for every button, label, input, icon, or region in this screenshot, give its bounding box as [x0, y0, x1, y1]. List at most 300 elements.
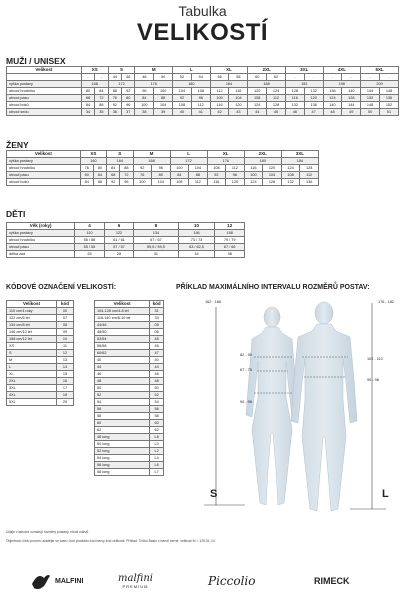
value-cell: 96	[191, 95, 210, 102]
value-cell: 200	[361, 81, 399, 88]
value-cell: 38	[135, 109, 154, 116]
table-row	[7, 88, 399, 95]
code-row	[95, 406, 164, 413]
value-cell: 108	[207, 165, 226, 172]
value-cell: 104	[173, 88, 192, 95]
value-cell: 158	[215, 230, 245, 237]
value-cell: 100	[210, 95, 229, 102]
value-cell: 68	[81, 95, 94, 102]
code-row	[7, 308, 74, 315]
value-cell: 50	[361, 109, 380, 116]
size-header: 2XL	[248, 67, 286, 74]
value-cell: 116	[207, 179, 226, 186]
value-cell: 68	[107, 172, 120, 179]
table-row	[7, 165, 319, 172]
male-figure	[291, 302, 357, 511]
code-size: 44/46	[95, 322, 150, 329]
value-cell: 104	[263, 172, 282, 179]
body-figures-illustration	[200, 297, 398, 519]
value-cell: 100	[135, 102, 154, 109]
code-value: 60	[150, 420, 164, 427]
value-cell: 76	[108, 95, 121, 102]
header-size: Velikost	[95, 301, 150, 308]
value-cell: 180	[173, 81, 211, 88]
row-label: obvod pasu	[7, 95, 82, 102]
note-2: Objednací číslo prosím uvádějte ve tvaru: kód produktu-kód barvy-kód velikosti. Příklad: Tričko Basic v barvě černé, velikost M = 129-01-14	[6, 539, 215, 543]
code-row	[7, 385, 74, 392]
code-row	[95, 385, 164, 392]
code-value: 12	[57, 350, 74, 357]
size-header: S	[108, 67, 135, 74]
code-row	[95, 343, 164, 350]
sub-size-cell: -	[304, 74, 323, 81]
code-row	[95, 378, 164, 385]
row-label: délka zad	[7, 251, 75, 258]
size-header: 4XL	[323, 67, 361, 74]
value-cell: 80	[93, 165, 106, 172]
value-cell: 136	[304, 102, 323, 109]
value-cell: 116	[229, 88, 248, 95]
header-row	[7, 67, 399, 74]
header-label: Věk (roky)	[7, 223, 75, 230]
code-value: L0	[150, 441, 164, 448]
value-cell: 136	[323, 88, 342, 95]
empty-cell	[7, 74, 82, 81]
header-code: kód	[150, 301, 164, 308]
code-row	[7, 343, 74, 350]
code-value: 40	[150, 357, 164, 364]
value-cell: 39	[154, 109, 173, 116]
value-cell: 84	[107, 165, 120, 172]
row-label: obvod hrudníku	[7, 165, 81, 172]
value-cell: 168	[133, 158, 170, 165]
value-cell: 120	[263, 165, 282, 172]
code-size: 52	[95, 392, 150, 399]
value-cell: 124	[281, 165, 300, 172]
size-header: S	[107, 151, 133, 158]
value-cell: 104	[154, 102, 173, 109]
value-cell: 84	[81, 102, 94, 109]
value-cell: 112	[210, 88, 229, 95]
code-value: 52	[150, 392, 164, 399]
value-cell: 80	[152, 172, 171, 179]
code-value: 08	[57, 322, 74, 329]
example-chest: 82 - 90	[240, 353, 252, 357]
value-cell: 49	[342, 109, 361, 116]
value-cell: 88	[120, 165, 133, 172]
example-male-chest: 102 - 110	[367, 357, 383, 361]
size-header: M	[135, 67, 173, 74]
header-row	[95, 301, 164, 308]
value-cell: 42	[210, 109, 229, 116]
value-cell: 128	[285, 88, 304, 95]
value-cell: 43	[229, 109, 248, 116]
bird-logo-icon	[30, 570, 52, 592]
kids-heading: DĚTI	[6, 209, 26, 219]
size-header: 8	[134, 223, 178, 230]
code-row	[95, 357, 164, 364]
sub-size-cell: 56	[210, 74, 229, 81]
value-cell: 28	[104, 251, 134, 258]
value-cell: 92	[173, 95, 192, 102]
value-cell: 148	[379, 88, 398, 95]
value-cell: 100	[244, 172, 263, 179]
value-cell: 38	[215, 251, 245, 258]
value-cell: 47	[304, 109, 323, 116]
women-size-table	[6, 150, 319, 186]
sub-size-cell: -	[361, 74, 380, 81]
code-row	[95, 448, 164, 455]
value-cell: 124	[267, 88, 286, 95]
code-value: 07	[57, 315, 74, 322]
value-cell: 34	[178, 251, 215, 258]
value-cell: 67 / 67	[134, 237, 178, 244]
size-header: 4	[75, 223, 105, 230]
value-cell: 84	[80, 179, 93, 186]
codes-left-table	[6, 300, 74, 406]
code-size: XL	[7, 371, 57, 378]
code-row	[95, 434, 164, 441]
value-cell: 67 / 66	[215, 244, 245, 251]
code-row	[95, 427, 164, 434]
value-cell: 172	[108, 81, 135, 88]
table-row	[7, 81, 399, 88]
row-label: obvod hrudníku	[7, 237, 75, 244]
value-cell: 136	[300, 179, 319, 186]
code-value: 58	[150, 413, 164, 420]
value-cell: 168	[81, 81, 108, 88]
value-cell: 120	[229, 102, 248, 109]
header-row	[7, 151, 319, 158]
value-cell: 92	[107, 179, 120, 186]
header-code: kód	[57, 301, 74, 308]
code-value: 17	[57, 385, 74, 392]
code-size: 54	[95, 399, 150, 406]
value-cell: 35	[95, 109, 108, 116]
value-cell: 144	[342, 102, 361, 109]
sub-size-cell: -	[285, 74, 304, 81]
value-cell: 88	[154, 95, 173, 102]
sub-size-row	[7, 74, 399, 81]
value-cell: 92	[108, 102, 121, 109]
code-size: 48 long	[95, 434, 150, 441]
kids-size-table	[6, 222, 245, 258]
value-cell: 132	[285, 102, 304, 109]
code-size: 5XL	[7, 399, 57, 406]
code-value: 09	[57, 329, 74, 336]
men-heading: MUŽI / UNISEX	[6, 56, 66, 66]
value-cell: 88	[189, 172, 208, 179]
size-header: XS	[81, 67, 108, 74]
value-cell: 63 / 62,5	[178, 244, 215, 251]
code-size: L	[7, 364, 57, 371]
size-header: 3XL	[285, 67, 323, 74]
code-size: 56 long	[95, 462, 150, 469]
value-cell: 152	[379, 102, 398, 109]
value-cell: 36	[108, 109, 121, 116]
value-cell: 128	[342, 95, 361, 102]
table-row	[7, 172, 319, 179]
size-header: 10	[178, 223, 215, 230]
value-cell: 108	[281, 172, 300, 179]
code-row	[95, 399, 164, 406]
value-cell: 56 / 58	[75, 237, 105, 244]
men-size-table	[6, 66, 399, 116]
value-cell: 112	[191, 102, 210, 109]
value-cell: 140	[323, 102, 342, 109]
note-1: Údaje v tabulce označují rozměry postavy, nikoli oděvů.	[6, 530, 90, 534]
value-cell: 72	[120, 172, 133, 179]
row-label: obvod bokŭ	[7, 102, 82, 109]
value-cell: 144	[361, 88, 380, 95]
value-cell: 92	[133, 165, 152, 172]
code-size: S	[7, 350, 57, 357]
value-cell: 96	[135, 88, 154, 95]
value-cell: 112	[189, 179, 208, 186]
value-cell: 88	[93, 179, 106, 186]
code-value: 33	[150, 315, 164, 322]
code-size: 48	[95, 378, 150, 385]
value-cell: 112	[226, 165, 245, 172]
code-value: 47	[150, 350, 164, 357]
value-cell: 116	[244, 165, 263, 172]
code-row	[7, 378, 74, 385]
value-cell: 110	[75, 230, 105, 237]
value-cell: 80	[122, 95, 135, 102]
sub-size-cell: -	[95, 74, 108, 81]
row-label: obvod sedu	[7, 109, 82, 116]
code-row	[7, 329, 74, 336]
value-cell: 104	[229, 95, 248, 102]
code-row	[7, 399, 74, 406]
value-cell: 136	[379, 95, 398, 102]
code-size: 116-140 cm/6-10 let	[95, 315, 150, 322]
code-row	[7, 322, 74, 329]
size-header: 2XL	[244, 151, 281, 158]
code-row	[7, 371, 74, 378]
code-row	[95, 441, 164, 448]
code-row	[7, 315, 74, 322]
code-size: 46	[95, 371, 150, 378]
value-cell: 184	[210, 81, 248, 88]
code-value: 10	[57, 336, 74, 343]
code-row	[95, 462, 164, 469]
example-right-height: 176 - 182	[378, 300, 395, 304]
value-cell: 116	[285, 95, 304, 102]
code-value: 31	[150, 308, 164, 315]
table-row	[7, 179, 319, 186]
value-cell: 104	[152, 179, 171, 186]
value-cell: 184	[281, 158, 318, 165]
value-cell: 108	[170, 179, 189, 186]
page-title: VELIKOSTÍ	[136, 19, 269, 46]
value-cell: 96	[226, 172, 245, 179]
table-row	[7, 109, 399, 116]
value-cell: 60	[80, 172, 93, 179]
table-row	[7, 102, 399, 109]
code-size: 134 cm/8 let	[7, 322, 57, 329]
value-cell: 55 / 55	[75, 244, 105, 251]
codes-right-table	[94, 300, 164, 476]
value-cell: 48	[323, 109, 342, 116]
sub-size-cell: 58	[229, 74, 248, 81]
women-heading: ŽENY	[6, 140, 29, 150]
value-cell: 59,5 / 59,5	[134, 244, 178, 251]
value-cell: 88	[95, 102, 108, 109]
value-cell: 79 / 79	[215, 237, 245, 244]
code-size: XS	[7, 343, 57, 350]
size-header: L	[173, 67, 211, 74]
value-cell: 61 / 61	[104, 237, 134, 244]
value-cell: 25	[75, 251, 105, 258]
code-size: 62	[95, 427, 150, 434]
table-row	[7, 244, 245, 251]
row-label: obvod pasu	[7, 172, 81, 179]
row-label: obvod hrudníku	[7, 88, 82, 95]
size-header: XL	[207, 151, 244, 158]
row-label: obvod bokŭ	[7, 179, 81, 186]
code-value: L8	[150, 434, 164, 441]
size-header: 5XL	[361, 67, 399, 74]
header-row	[7, 223, 245, 230]
code-row	[7, 364, 74, 371]
code-value: L7	[150, 469, 164, 476]
value-cell: 80	[81, 88, 94, 95]
code-value: 18	[57, 392, 74, 399]
size-label-l: L	[382, 488, 389, 500]
code-row	[95, 336, 164, 343]
code-value: 06	[150, 329, 164, 336]
code-value: 15	[57, 371, 74, 378]
value-cell: 120	[226, 179, 245, 186]
value-cell: 120	[304, 95, 323, 102]
code-size: 146 cm/10 let	[7, 329, 57, 336]
value-cell: 96	[120, 179, 133, 186]
sub-size-cell: 44	[108, 74, 121, 81]
example-hips: 90 - 98	[240, 400, 252, 404]
size-header: M	[133, 151, 170, 158]
size-header: 12	[215, 223, 245, 230]
code-row	[7, 336, 74, 343]
code-size: 56	[95, 406, 150, 413]
table-row	[7, 95, 399, 102]
code-size: 54 long	[95, 455, 150, 462]
code-row	[95, 413, 164, 420]
sub-size-cell: 54	[191, 74, 210, 81]
row-label: obvod pasu	[7, 244, 75, 251]
code-size: 104-128 cm/4-8 let	[95, 308, 150, 315]
value-cell: 176	[207, 158, 244, 165]
value-cell: 104	[189, 165, 208, 172]
code-size: 48/50	[95, 329, 150, 336]
value-cell: 128	[267, 102, 286, 109]
code-value: 20	[57, 399, 74, 406]
code-value: L4	[150, 455, 164, 462]
row-label: výška postavy	[7, 158, 81, 165]
code-row	[95, 322, 164, 329]
value-cell: 100	[170, 165, 189, 172]
value-cell: 134	[134, 230, 178, 237]
code-row	[7, 357, 74, 364]
value-cell: 45	[267, 109, 286, 116]
code-row	[95, 364, 164, 371]
value-cell: 122	[104, 230, 134, 237]
code-row	[95, 392, 164, 399]
code-value: 16	[57, 378, 74, 385]
value-cell: 124	[323, 95, 342, 102]
sub-size-cell: -	[323, 74, 342, 81]
size-label-s: S	[210, 488, 218, 500]
value-cell: 96	[152, 165, 171, 172]
code-size: 52 long	[95, 448, 150, 455]
codes-heading: KÓDOVÉ OZNAČENÍ VELIKOSTÍ:	[6, 284, 117, 291]
header-label: Velikost	[7, 151, 81, 158]
size-header: 6	[104, 223, 134, 230]
code-value: 13	[57, 357, 74, 364]
value-cell: 176	[135, 81, 173, 88]
table-row	[7, 237, 245, 244]
value-cell: 108	[191, 88, 210, 95]
value-cell: 92	[207, 172, 226, 179]
sub-size-cell: 46	[122, 74, 135, 81]
value-cell: 172	[170, 158, 207, 165]
value-cell: 37	[122, 109, 135, 116]
code-row	[95, 420, 164, 427]
code-size: 2XL	[7, 378, 57, 385]
value-cell: 51	[379, 109, 398, 116]
code-row	[95, 469, 164, 476]
code-row	[95, 315, 164, 322]
value-cell: 84	[95, 88, 108, 95]
code-value: L2	[150, 448, 164, 455]
logo-malfini: MALFINI	[30, 568, 83, 594]
value-cell: 132	[361, 95, 380, 102]
code-row	[7, 350, 74, 357]
code-row	[95, 371, 164, 378]
value-cell: 108	[248, 95, 267, 102]
code-value: 11	[57, 343, 74, 350]
code-value: 48	[150, 378, 164, 385]
value-cell: 128	[300, 165, 319, 172]
code-size: 60	[95, 420, 150, 427]
value-cell: 124	[248, 102, 267, 109]
value-cell: 132	[281, 179, 300, 186]
code-value: 54	[150, 399, 164, 406]
value-cell: 44	[248, 109, 267, 116]
code-size: 158 cm/12 let	[7, 336, 57, 343]
value-cell: 64	[93, 172, 106, 179]
size-header: XL	[210, 67, 248, 74]
code-value: 46	[150, 371, 164, 378]
code-row	[95, 308, 164, 315]
sub-size-cell: 60	[248, 74, 267, 81]
code-value: 45	[150, 336, 164, 343]
value-cell: 108	[173, 102, 192, 109]
code-size: 122 cm/6 let	[7, 315, 57, 322]
code-value: 46	[150, 343, 164, 350]
code-value: 00	[57, 308, 74, 315]
table-row	[7, 230, 245, 237]
value-cell: 188	[248, 81, 286, 88]
code-size: M	[7, 357, 57, 364]
logo-rimeck: RIMECK	[314, 576, 350, 586]
sub-size-cell: -	[81, 74, 94, 81]
example-male-waist: 90 - 98	[367, 378, 379, 382]
code-size: 60/62	[95, 350, 150, 357]
value-cell: 84	[135, 95, 154, 102]
value-cell: 88	[108, 88, 121, 95]
code-value: 05	[150, 322, 164, 329]
